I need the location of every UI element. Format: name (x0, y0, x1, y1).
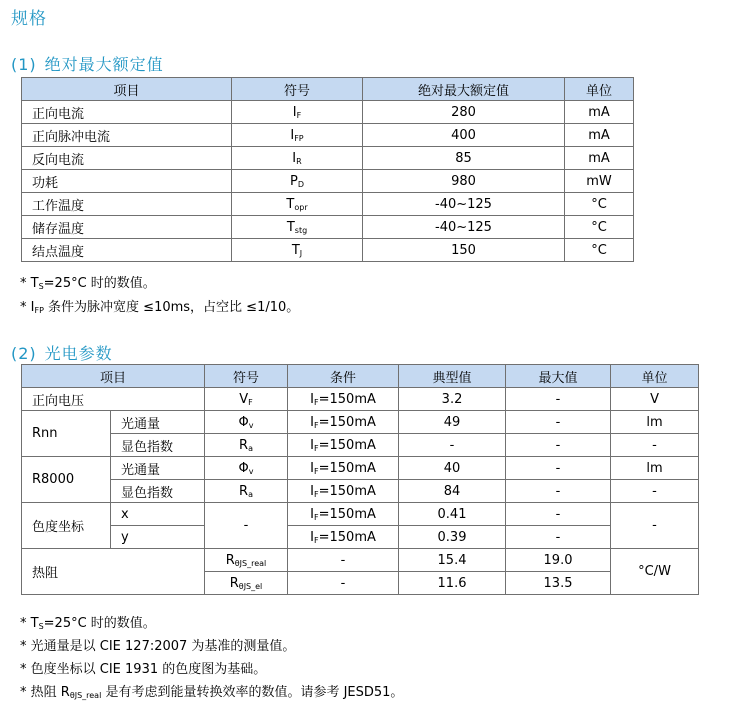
note-2-4: * 热阻 $R_{\theta JS\_real}$ 是有考虑到能量转换效率的数值。请参考 JESD51。 (20, 685, 404, 700)
max-cell: - (506, 480, 611, 503)
table-row (22, 526, 699, 549)
unit-cell: mW (565, 170, 634, 193)
group-label-chromaticity: 色度坐标 (22, 503, 111, 549)
item-cell: 显色指数 (111, 434, 205, 457)
note-2-2: * 光通量是以 CIE 127:2007 为基准的测量值。 (20, 639, 296, 654)
condition-cell: $I_F=150mA$ (288, 457, 399, 480)
condition-cell: $I_F=150mA$ (288, 526, 399, 549)
table-row (22, 480, 699, 503)
header-rating: 绝对最大额定值 (363, 78, 565, 101)
max-cell: - (506, 434, 611, 457)
symbol-cell: $\Phi_v$ (205, 457, 288, 480)
header-condition: 条件 (288, 365, 399, 388)
header-symbol: 符号 (205, 365, 288, 388)
unit-cell: °C/W (611, 549, 699, 595)
table-row (22, 434, 699, 457)
note-2-3: * 色度坐标以 CIE 1931 的色度图为基础。 (20, 662, 267, 677)
header-unit: 单位 (611, 365, 699, 388)
header-unit: 单位 (565, 78, 634, 101)
table-row (22, 124, 634, 147)
unit-cell: °C (565, 193, 634, 216)
table-header-row (22, 365, 699, 388)
unit-cell: - (611, 434, 699, 457)
group-label-thermal: 热阻 (22, 549, 205, 595)
table-row (22, 549, 699, 572)
symbol-cell: $R_a$ (205, 480, 288, 503)
symbol-cell: $V_F$ (205, 388, 288, 411)
symbol-cell: $R_{\theta JS\_real}$ (205, 549, 288, 572)
section1-number: (1) (11, 55, 37, 74)
header-symbol: 符号 (232, 78, 363, 101)
absolute-max-ratings-table (21, 77, 634, 262)
table-row (22, 170, 634, 193)
max-cell: 13.5 (506, 572, 611, 595)
typical-cell: - (399, 434, 506, 457)
condition-cell: - (288, 572, 399, 595)
item-cell: 工作温度 (22, 193, 232, 216)
symbol-cell: $T_{opr}$ (232, 193, 363, 216)
table-header-row (22, 78, 634, 101)
item-cell: 光通量 (111, 411, 205, 434)
symbol-cell: $T_J$ (232, 239, 363, 262)
symbol-cell: $I_F$ (232, 101, 363, 124)
rating-cell: 980 (363, 170, 565, 193)
condition-cell: $I_F=150mA$ (288, 411, 399, 434)
item-cell: x (111, 503, 205, 526)
item-cell: 储存温度 (22, 216, 232, 239)
symbol-cell: $R_{\theta JS\_el}$ (205, 572, 288, 595)
item-cell: 光通量 (111, 457, 205, 480)
item-cell: 反向电流 (22, 147, 232, 170)
item-cell: 显色指数 (111, 480, 205, 503)
electro-optical-table (21, 364, 699, 595)
max-cell: 19.0 (506, 549, 611, 572)
unit-cell: lm (611, 457, 699, 480)
item-cell: y (111, 526, 205, 549)
rating-cell: -40~125 (363, 193, 565, 216)
section1-heading (11, 52, 164, 75)
table-row (22, 147, 634, 170)
max-cell: - (506, 457, 611, 480)
unit-cell: - (611, 503, 699, 549)
note-1-1: * $T_S=25^\circ C$ 时的数值。 (20, 276, 156, 291)
note-1-2: * $I_{FP}$ 条件为脉冲宽度 ≤10ms，占空比 ≤1/10。 (20, 300, 300, 315)
table-row (22, 503, 699, 526)
condition-cell: $I_F=150mA$ (288, 388, 399, 411)
unit-cell: mA (565, 147, 634, 170)
symbol-cell: $R_a$ (205, 434, 288, 457)
typical-cell: 3.2 (399, 388, 506, 411)
typical-cell: 0.41 (399, 503, 506, 526)
typical-cell: 49 (399, 411, 506, 434)
section1-title: 绝对最大额定值 (44, 55, 164, 74)
typical-cell: 15.4 (399, 549, 506, 572)
symbol-cell: $I_{FP}$ (232, 124, 363, 147)
rating-cell: -40~125 (363, 216, 565, 239)
item-cell: 结点温度 (22, 239, 232, 262)
rating-cell: 280 (363, 101, 565, 124)
typical-cell: 84 (399, 480, 506, 503)
symbol-cell: $T_{stg}$ (232, 216, 363, 239)
rating-cell: 400 (363, 124, 565, 147)
typical-cell: 40 (399, 457, 506, 480)
section2-title: 光电参数 (44, 344, 113, 363)
typical-cell: 11.6 (399, 572, 506, 595)
unit-cell: °C (565, 216, 634, 239)
note-2-1: * $T_S=25^\circ C$ 时的数值。 (20, 616, 156, 631)
item-cell: 正向电压 (22, 388, 205, 411)
table-row (22, 239, 634, 262)
symbol-cell: $\Phi_v$ (205, 411, 288, 434)
page-title: 规格 (11, 9, 47, 29)
max-cell: - (506, 388, 611, 411)
symbol-cell: $I_R$ (232, 147, 363, 170)
table-row (22, 101, 634, 124)
group-label-rnn: Rnn (22, 411, 111, 457)
header-typical: 典型值 (399, 365, 506, 388)
symbol-cell: - (205, 503, 288, 549)
typical-cell: 0.39 (399, 526, 506, 549)
section2-number: (2) (11, 344, 37, 363)
rating-cell: 150 (363, 239, 565, 262)
unit-cell: °C (565, 239, 634, 262)
unit-cell: mA (565, 124, 634, 147)
condition-cell: $I_F=150mA$ (288, 503, 399, 526)
item-cell: 正向电流 (22, 101, 232, 124)
unit-cell: lm (611, 411, 699, 434)
table-row (22, 411, 699, 434)
condition-cell: $I_F=150mA$ (288, 434, 399, 457)
max-cell: - (506, 411, 611, 434)
item-cell: 功耗 (22, 170, 232, 193)
max-cell: - (506, 503, 611, 526)
table-row (22, 216, 634, 239)
condition-cell: $I_F=150mA$ (288, 480, 399, 503)
section2-heading (11, 341, 113, 364)
item-cell: 正向脉冲电流 (22, 124, 232, 147)
unit-cell: mA (565, 101, 634, 124)
max-cell: - (506, 526, 611, 549)
unit-cell: V (611, 388, 699, 411)
table-row (22, 457, 699, 480)
condition-cell: - (288, 549, 399, 572)
rating-cell: 85 (363, 147, 565, 170)
header-item: 项目 (22, 365, 205, 388)
unit-cell: - (611, 480, 699, 503)
table-row (22, 193, 634, 216)
header-max: 最大值 (506, 365, 611, 388)
group-label-r8000: R8000 (22, 457, 111, 503)
table-row (22, 388, 699, 411)
header-item: 项目 (22, 78, 232, 101)
symbol-cell: $P_D$ (232, 170, 363, 193)
